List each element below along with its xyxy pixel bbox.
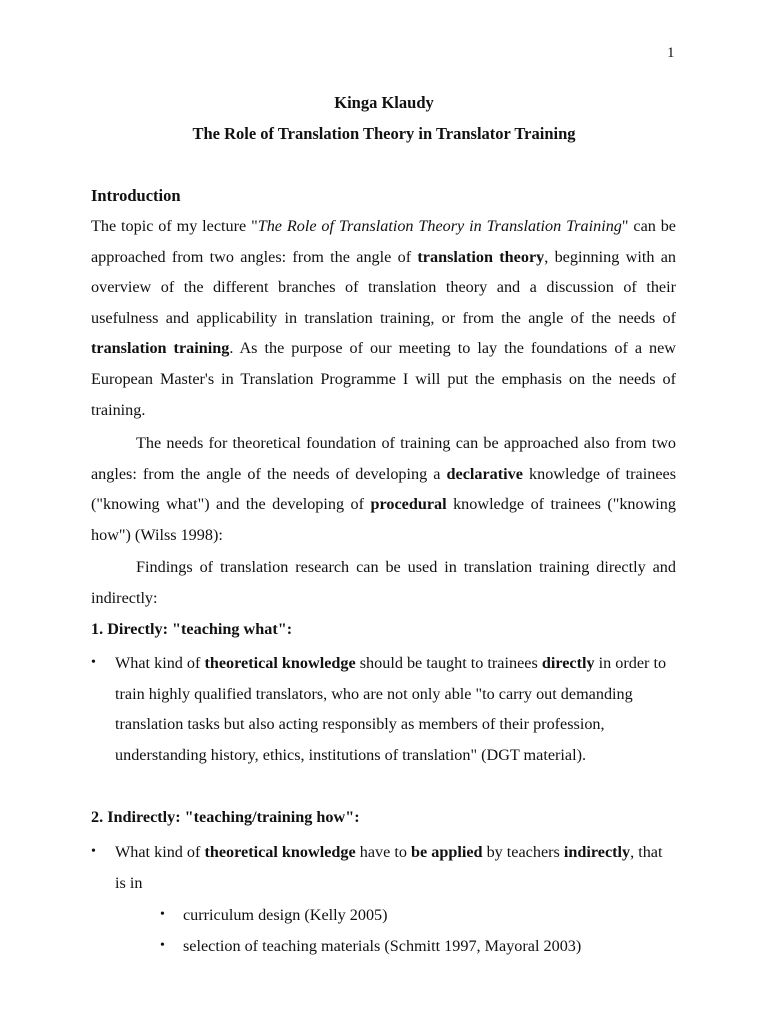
text-run: , that is in (115, 843, 663, 892)
bold-term: be applied (410, 843, 483, 861)
italic-lecture-title: The Role of Translation Theory in Translation Training (257, 217, 622, 235)
text-run: in order to train highly qualified translators, who are not only able "to carry out demanding translation tasks but also acting responsibly as members of their profession, understanding history, ethics, institutions of translation" (DGT material). (115, 654, 667, 764)
text-run: The topic of my lecture " (91, 217, 258, 235)
bullet-list-indirectly (91, 837, 676, 898)
bullet-icon: • (91, 655, 96, 670)
paragraph-topic (91, 211, 676, 425)
document-title: The Role of Translation Theory in Translator Training (192, 124, 576, 143)
text-run: The needs for theoretical foundation of training can be approached also from two angles: from the angle of the needs of developing a (91, 434, 676, 483)
text-run: have to (355, 843, 411, 861)
author-name: Kinga Klaudy (334, 93, 434, 112)
bold-term: procedural (370, 495, 447, 514)
paragraph-findings: Findings of translation research can be used in translation training directly and indirectly: (91, 558, 676, 607)
text-run: What kind of (115, 654, 205, 672)
bold-term: indirectly (563, 843, 631, 861)
bullet-icon: • (160, 907, 165, 922)
text-run: " can be approached from two angles: from the angle of (91, 217, 676, 266)
heading-indirectly: 2. Indirectly: "teaching/training how": (91, 808, 360, 826)
text-run: , beginning with an overview of the different branches of translation theory and a discussion of their usefulness and applicability in translation training, or from the angle of the needs of (91, 247, 676, 327)
bold-term: translation theory (417, 247, 545, 266)
text-run: What kind of (115, 843, 205, 861)
bold-term: declarative (446, 464, 523, 483)
list-item-text: selection of teaching materials (Schmitt 1997, Mayoral 2003) (183, 936, 582, 955)
list-item (91, 837, 676, 898)
bold-term: theoretical knowledge (204, 654, 356, 672)
bold-term: theoretical knowledge (204, 843, 356, 861)
text-run: . As the purpose of our meeting to lay the foundations of a new European Master's in Translation Programme I will put the emphasis on the needs of training. (91, 339, 677, 419)
paragraph-needs (91, 428, 676, 550)
text-run: should be taught to trainees (355, 654, 542, 672)
section-heading-introduction: Introduction (91, 186, 181, 205)
bold-term: translation training (91, 339, 230, 358)
list-item (91, 648, 676, 770)
page-number: 1 (667, 45, 675, 61)
list-item (160, 931, 680, 962)
text-run: knowledge of trainees ("knowing how") (Wilss 1998): (91, 495, 676, 544)
bullet-list-directly (91, 648, 676, 770)
bullet-icon: • (91, 844, 96, 859)
bold-term: directly (541, 654, 595, 672)
text-run: knowledge of trainees ("knowing what") and the developing of (91, 464, 676, 514)
list-item (160, 900, 680, 931)
sub-bullet-list (160, 900, 680, 961)
bullet-icon: • (160, 937, 165, 953)
text-run: by teachers (482, 843, 564, 861)
heading-directly: 1. Directly: "teaching what": (91, 620, 293, 638)
list-item-text: curriculum design (Kelly 2005) (183, 906, 388, 924)
